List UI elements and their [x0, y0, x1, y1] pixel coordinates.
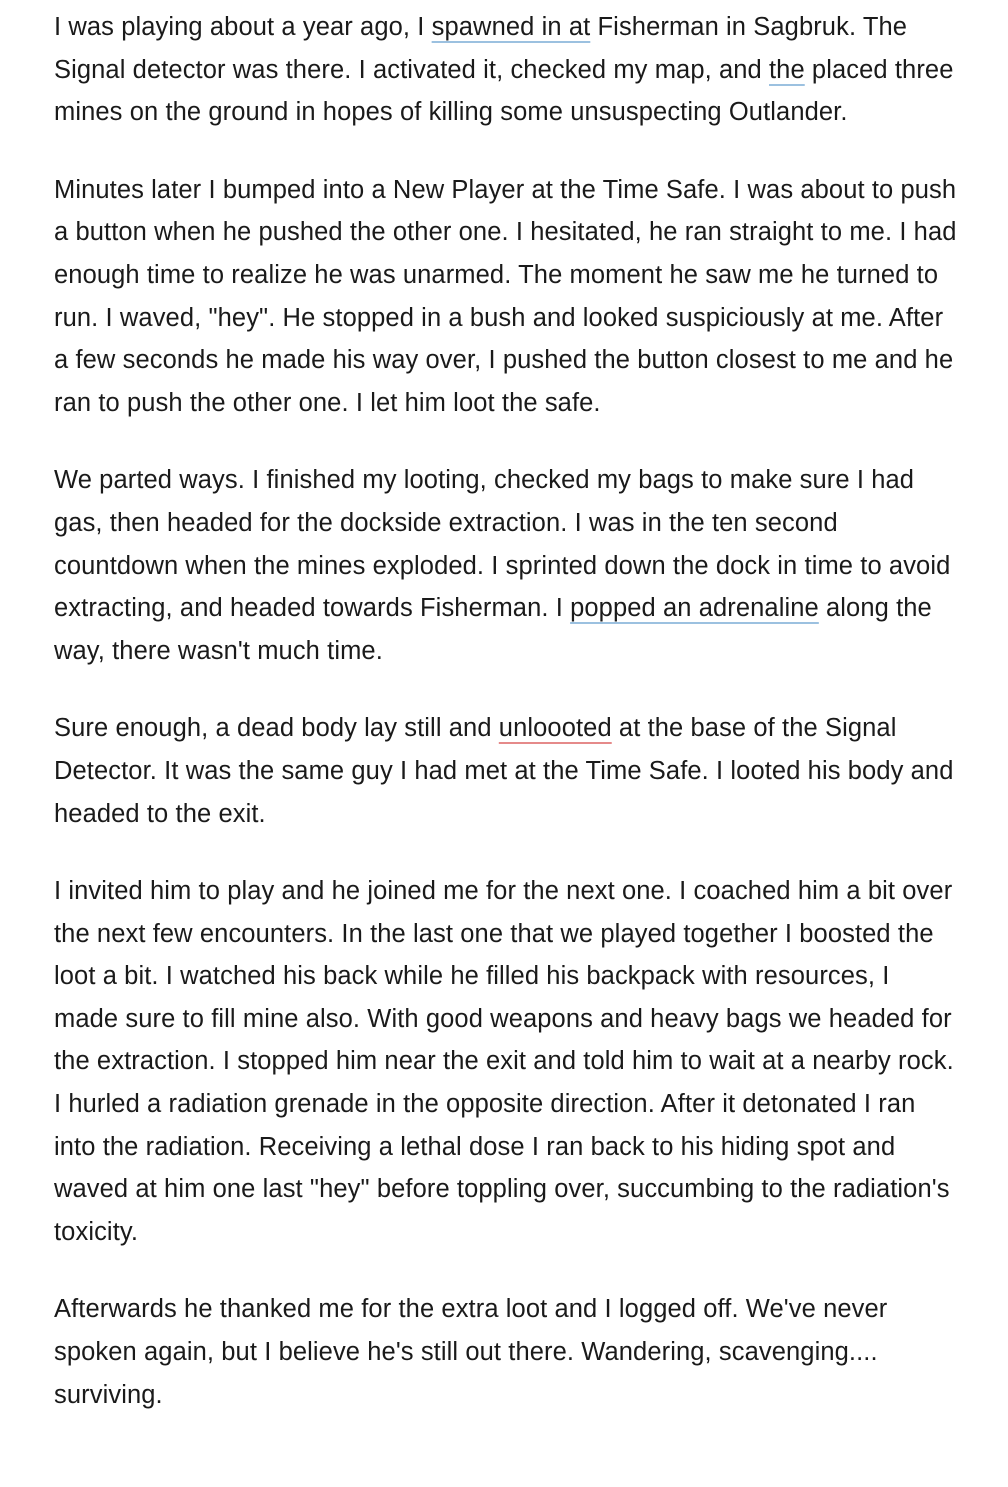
paragraph-1 — [54, 6, 958, 134]
text-run: at the base of the Signal Detector. It was the same guy I had met at the Time Safe. I looted his body and headed to the exit. — [54, 714, 954, 828]
text-run: We parted ways. I finished my looting, checked my bags to make sure I had gas, then headed for the dockside extraction. I was in the ten second countdown when the mines exploded. I sprinted down the dock in time to avoid extracting, and headed towards Fisherman. I — [54, 466, 951, 623]
grammar-suggestion[interactable]: spawned in at — [431, 13, 591, 41]
document-body — [54, 6, 958, 1451]
text-run: Sure enough, a dead body lay still and — [54, 714, 499, 743]
text-run: I was playing about a year ago, I — [54, 13, 432, 41]
text-run: Fisherman in Sagbruk. The Signal detector was there. I activated it, checked my map, and — [54, 13, 908, 84]
paragraph-3 — [54, 459, 958, 672]
text-run: Minutes later I bumped into a New Player at the Time Safe. I was about to push a button when he pushed the other one. I hesitated, he ran straight to me. I had enough time to realize he was unarmed. The moment he saw me he turned to run. I waved, "hey". He stopped in a bush and looked suspiciously at me. After a few seconds he made his way over, I pushed the button closest to me and he ran to push the other one. I let him loot the safe. — [54, 175, 957, 417]
grammar-suggestion[interactable]: the — [769, 55, 805, 84]
paragraph-4 — [54, 707, 958, 835]
paragraph-2 — [54, 169, 958, 425]
paragraph-6 — [54, 1288, 958, 1416]
spelling-error[interactable]: unloooted — [498, 714, 612, 743]
text-run: placed three mines on the ground in hopes of killing some unsuspecting Outlander. — [54, 55, 954, 127]
grammar-suggestion[interactable]: popped an adrenaline — [570, 594, 819, 623]
text-run: Afterwards he thanked me for the extra loot and I logged off. We've never spoken again, but I believe he's still out there. Wandering, scavenging.... surviving. — [54, 1295, 888, 1409]
text-run: along the way, there wasn't much time. — [54, 594, 932, 665]
paragraph-5 — [54, 870, 958, 1253]
text-run: I invited him to play and he joined me for the next one. I coached him a bit over the next few encounters. In the last one that we played together I boosted the loot a bit. I watched his back while he filled his backpack with resources, I made sure to fill mine also. With good weapons and heavy bags we headed for the extraction. I stopped him near the exit and told him to wait at a nearby rock. I hurled a radiation grenade in the opposite direction. After it detonated I ran into the radiation. Receiving a lethal dose I ran back to his hiding spot and waved at him one last "hey" before toppling over, succumbing to the radiation's toxicity. — [54, 877, 954, 1246]
